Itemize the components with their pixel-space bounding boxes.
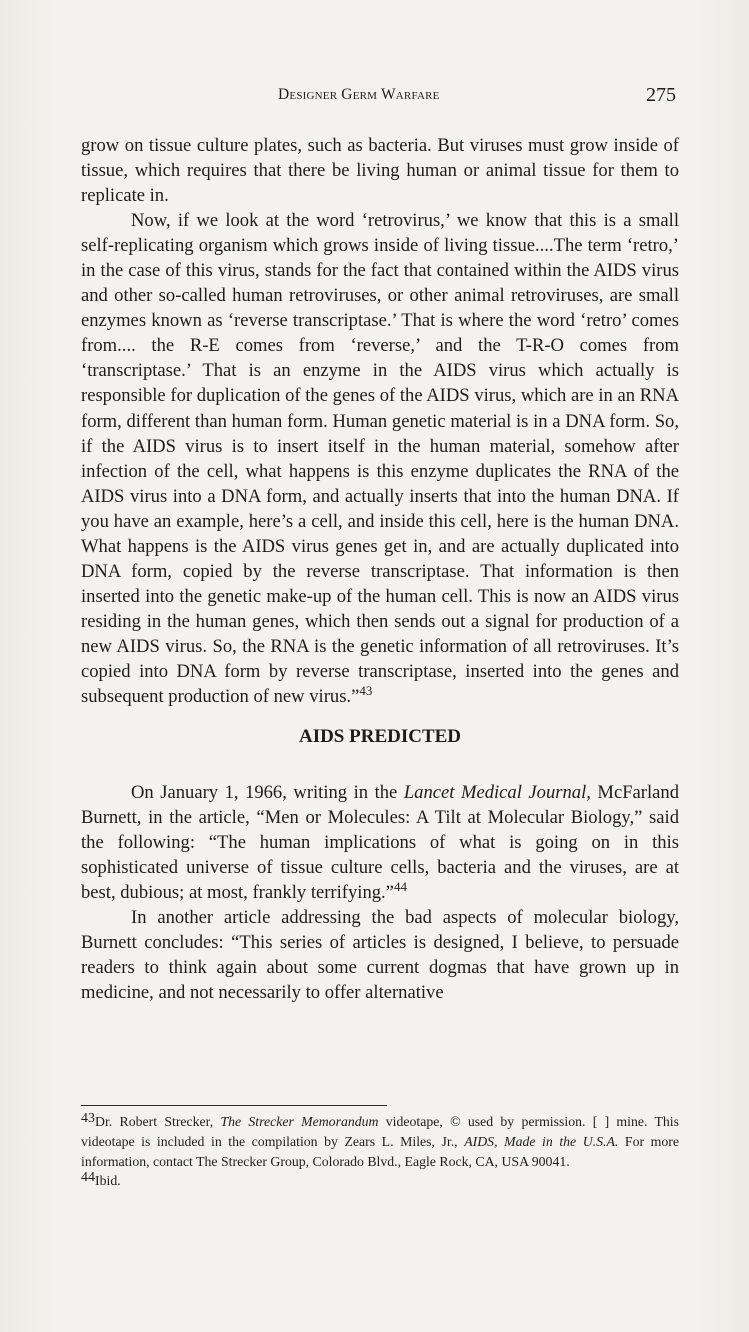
page-number: 275: [646, 84, 676, 106]
running-title: Designer Germ Warfare: [278, 86, 440, 103]
footnote-44: [81, 1171, 679, 1191]
footnote-text: Dr. Robert Strecker,: [95, 1114, 221, 1129]
footnote-ref-43: 43: [359, 683, 373, 699]
body-paragraph-3: [81, 780, 679, 905]
footnote-cited-title: The Strecker Memorandum: [220, 1114, 379, 1129]
footnote-43: [81, 1112, 679, 1171]
footnote-number: 43: [81, 1111, 95, 1126]
journal-title: Lancet Medical Journal,: [403, 782, 591, 804]
footnote-cited-title: AIDS, Made in the U.S.A.: [464, 1133, 619, 1149]
paragraph-2-text: Now, if we look at the word ‘retrovirus,’ we know that this is a small self-replicating organism which grows inside of living tissue....The term ‘retro,’ in the case of this virus, stands for the fact that contained within the AIDS virus and other so-called human retroviruses, or other animal retroviruses, are small enzymes known as ‘reverse transcriptase.’ That is where the word ‘retro’ comes from.... the R-E comes from ‘reverse,’ and the T-R-O comes from ‘transcriptase.’ That is an enzyme in the AIDS virus which actually is responsible for duplication of the genes of the AIDS virus, which are in an RNA form, different than human form. Human genetic material is in a DNA form. So, if the AIDS virus is to insert itself in the human material, somehow after infection of the cell, what happens is this enzyme duplicates the RNA of the AIDS virus into a DNA form, and actually inserts that into the human DNA. If you have an example, here’s a cell, and inside this cell, here is the human DNA. What happens is the AIDS virus genes get in, and are actually duplicated into DNA form, copied by the reverse transcriptase. That information is then inserted into the genetic make-up of the human cell. This is now an AIDS virus residing in the human genes, which then sends out a signal for production of a new AIDS virus. So, the RNA is the genetic information of all retroviruses. It’s copied into DNA form by reverse transcriptase, inserted into the genes and subsequent production of new virus.”: [81, 210, 679, 708]
running-header: [0, 84, 749, 112]
footnote-text: For more information, contact The Strecker Group, Colorado Blvd., Eagle Rock, CA, USA 90041.: [81, 1133, 679, 1169]
footnote-divider: [81, 1105, 387, 1106]
body-paragraph-1: grow on tissue culture plates, such as bacteria. But viruses must grow inside of tissue, which requires that there be living human or animal tissue for them to replicate in.: [81, 135, 679, 207]
main-text: [81, 133, 679, 1006]
body-paragraph-4: In another article addressing the bad aspects of molecular biology, Burnett concludes: “This series of articles is designed, I believe, to persuade readers to think again about some current dogmas that have grown up in medicine, and not necessarily to offer alternative: [81, 907, 679, 1004]
footnotes: [81, 1112, 679, 1191]
footnote-ref-44: 44: [393, 879, 407, 895]
footnote-text: Ibid.: [95, 1173, 121, 1189]
body-paragraph-2: [81, 208, 679, 709]
section-heading: AIDS PREDICTED: [298, 726, 462, 748]
paragraph-3-text-end: McFarland Burnett, in the article, “Men or Molecules: A Tilt at Molecular Biology,” said the following: “The human implications of what is going on in this sophisticated universe of tissue culture cells, bacteria and the viruses, are at best, dubious; at most, frankly terrifying.”: [81, 782, 680, 904]
footnote-number: 44: [81, 1170, 95, 1186]
paragraph-3-text-start: On January 1, 1966, writing in the: [131, 782, 404, 804]
footnote-text: videotape, © used by permission. [ ] mine. This videotape is included in the compilation by Zears L. Miles, Jr.,: [81, 1114, 679, 1149]
